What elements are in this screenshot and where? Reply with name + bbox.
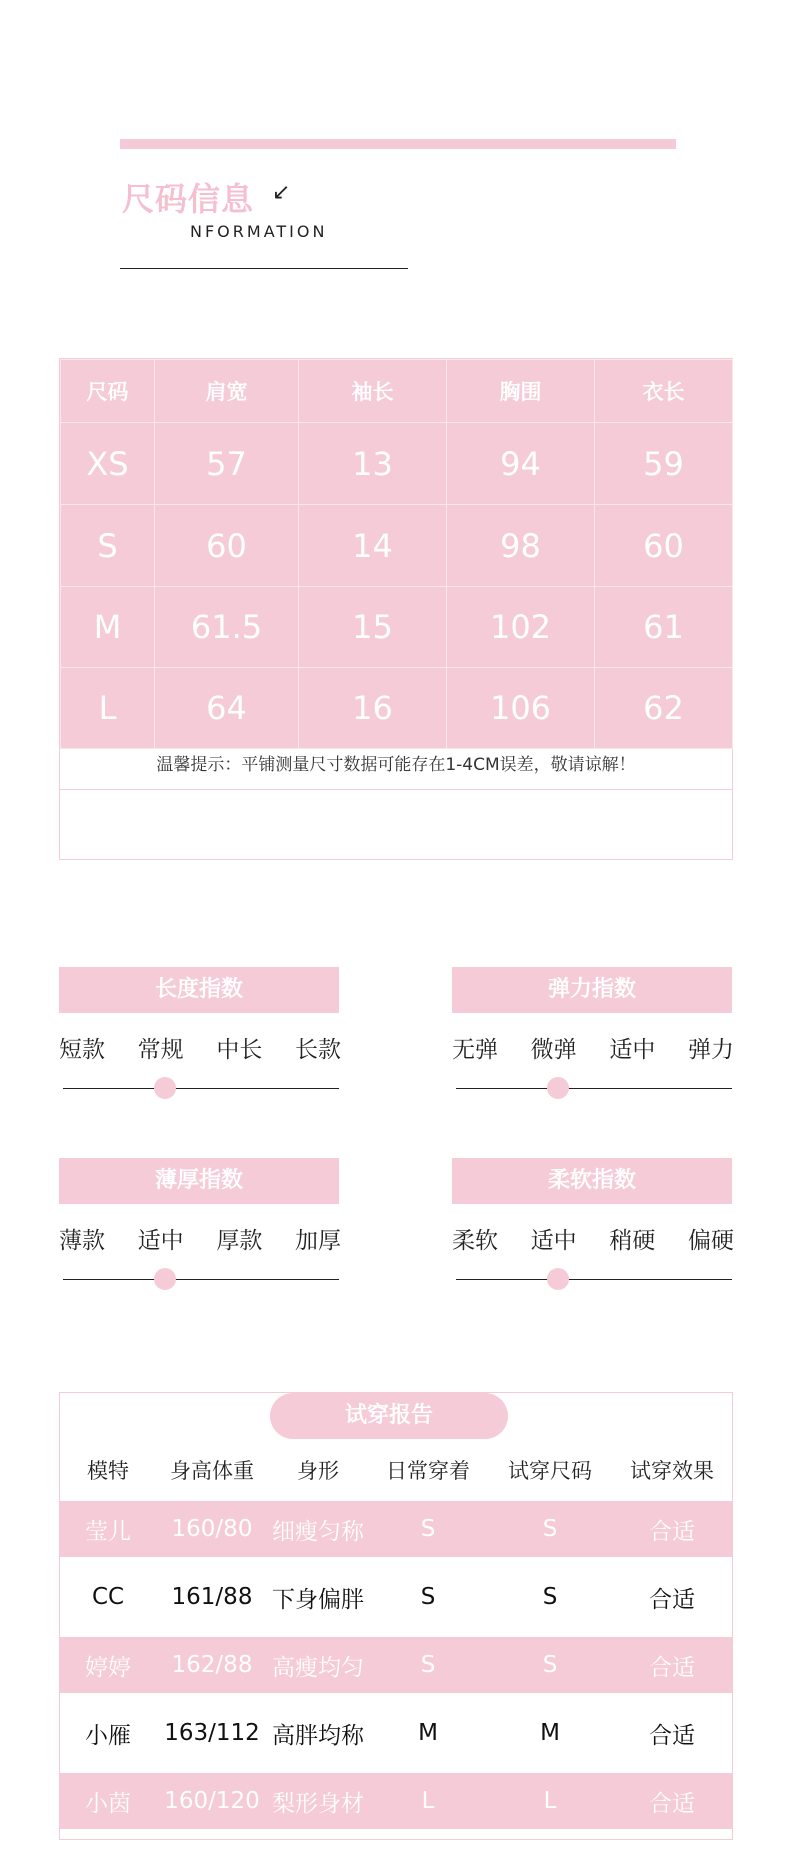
index-slider-track <box>63 1279 339 1280</box>
size-row <box>61 423 733 505</box>
size-cell: 94 <box>447 423 595 505</box>
report-cell: 合适 <box>612 1501 732 1557</box>
size-cell: 64 <box>155 668 299 749</box>
size-header-cell: 肩宽 <box>155 360 299 423</box>
index-options <box>59 1031 341 1064</box>
size-header-cell: 尺码 <box>61 360 155 423</box>
report-cell: S <box>488 1557 612 1637</box>
report-cell: S <box>488 1501 612 1557</box>
report-header-row <box>60 1439 732 1501</box>
index-slider-track <box>456 1088 732 1089</box>
report-cell: S <box>368 1637 488 1693</box>
size-header-cell: 胸围 <box>447 360 595 423</box>
report-header-cell: 试穿尺码 <box>508 1459 592 1483</box>
report-cell: 婷婷 <box>60 1637 156 1693</box>
index-length <box>59 967 341 1089</box>
size-cell: L <box>61 668 155 749</box>
report-table <box>60 1439 732 1829</box>
index-option: 偏硬 <box>687 1228 734 1254</box>
report-cell: M <box>368 1693 488 1773</box>
report-cell: 163/112 <box>156 1693 268 1773</box>
index-slider-dot <box>154 1268 176 1290</box>
size-cell: 61.5 <box>155 587 299 668</box>
index-option: 稍硬 <box>609 1228 656 1254</box>
report-cell: 161/88 <box>156 1557 268 1637</box>
page-title: 尺码信息 <box>122 180 255 218</box>
header-underline <box>120 268 408 269</box>
index-option: 柔软 <box>452 1228 498 1254</box>
index-options <box>59 1222 341 1255</box>
index-title: 柔软指数 <box>452 1158 732 1204</box>
index-option: 中长 <box>216 1037 263 1063</box>
report-header-cell: 身形 <box>297 1459 339 1483</box>
report-row <box>60 1501 732 1557</box>
size-table-header-row <box>61 360 733 423</box>
report-cell: 合适 <box>612 1693 732 1773</box>
arrow-down-left-icon: ↙ <box>272 180 291 205</box>
size-cell: 102 <box>447 587 595 668</box>
index-slider-dot <box>547 1077 569 1099</box>
size-row <box>61 587 733 668</box>
index-options <box>452 1222 734 1255</box>
index-slider-track <box>63 1088 339 1089</box>
report-cell: 梨形身材 <box>268 1773 368 1829</box>
index-option: 无弹 <box>452 1037 498 1063</box>
report-cell: L <box>368 1773 488 1829</box>
index-option: 微弹 <box>530 1037 577 1063</box>
size-tip: 温馨提示：平铺测量尺寸数据可能存在1-4CM误差，敬请谅解！ <box>60 741 732 790</box>
report-cell: 160/120 <box>156 1773 268 1829</box>
report-header-cell: 身高体重 <box>170 1459 254 1483</box>
report-cell: 合适 <box>612 1773 732 1829</box>
size-cell: 59 <box>595 423 733 505</box>
report-cell: L <box>488 1773 612 1829</box>
index-title: 薄厚指数 <box>59 1158 339 1204</box>
size-cell: 98 <box>447 505 595 587</box>
report-row <box>60 1557 732 1637</box>
index-option: 适中 <box>530 1228 577 1254</box>
index-option: 短款 <box>59 1037 105 1063</box>
size-cell: 16 <box>299 668 447 749</box>
index-option: 适中 <box>609 1037 656 1063</box>
header-top-bar <box>120 139 676 149</box>
size-table <box>60 359 733 749</box>
index-title: 长度指数 <box>59 967 339 1013</box>
size-cell: S <box>61 505 155 587</box>
size-header-cell: 衣长 <box>595 360 733 423</box>
index-options <box>452 1031 734 1064</box>
report-cell: 合适 <box>612 1637 732 1693</box>
report-cell: S <box>488 1637 612 1693</box>
index-title: 弹力指数 <box>452 967 732 1013</box>
report-row <box>60 1693 732 1773</box>
report-cell: 高瘦均匀 <box>268 1637 368 1693</box>
report-cell: 162/88 <box>156 1637 268 1693</box>
index-option: 薄款 <box>59 1228 105 1254</box>
report-cell: 小茵 <box>60 1773 156 1829</box>
report-cell: S <box>368 1557 488 1637</box>
report-cell: M <box>488 1693 612 1773</box>
report-cell: 细瘦匀称 <box>268 1501 368 1557</box>
size-cell: 62 <box>595 668 733 749</box>
size-cell: 13 <box>299 423 447 505</box>
index-softness <box>452 1158 734 1280</box>
report-header-cell: 模特 <box>87 1459 129 1483</box>
tryon-report-box <box>59 1392 733 1840</box>
index-slider-dot <box>154 1077 176 1099</box>
size-header-cell: 袖长 <box>299 360 447 423</box>
report-cell: 莹儿 <box>60 1501 156 1557</box>
report-row <box>60 1637 732 1693</box>
size-cell: 61 <box>595 587 733 668</box>
size-cell: 57 <box>155 423 299 505</box>
report-cell: 小雁 <box>60 1693 156 1773</box>
report-header-cell: 试穿效果 <box>630 1459 714 1483</box>
size-cell: 15 <box>299 587 447 668</box>
size-cell: XS <box>61 423 155 505</box>
size-cell: 14 <box>299 505 447 587</box>
report-title: 试穿报告 <box>270 1393 508 1439</box>
size-table-box <box>59 358 733 860</box>
index-option: 弹力 <box>687 1037 734 1063</box>
report-cell: 下身偏胖 <box>268 1557 368 1637</box>
index-option: 厚款 <box>216 1228 263 1254</box>
index-slider-dot <box>547 1268 569 1290</box>
size-row <box>61 505 733 587</box>
size-cell: 60 <box>155 505 299 587</box>
report-cell: 高胖均称 <box>268 1693 368 1773</box>
report-cell: 160/80 <box>156 1501 268 1557</box>
index-option: 常规 <box>137 1037 184 1063</box>
page-subtitle: NFORMATION <box>190 222 328 241</box>
report-header-cell: 日常穿着 <box>386 1459 470 1483</box>
size-row <box>61 668 733 749</box>
size-cell: 60 <box>595 505 733 587</box>
index-elasticity <box>452 967 734 1089</box>
index-option: 加厚 <box>294 1228 341 1254</box>
size-cell: M <box>61 587 155 668</box>
report-cell: CC <box>60 1557 156 1637</box>
report-cell: S <box>368 1501 488 1557</box>
size-cell: 106 <box>447 668 595 749</box>
index-thickness <box>59 1158 341 1280</box>
index-slider-track <box>456 1279 732 1280</box>
index-option: 长款 <box>294 1037 341 1063</box>
report-row <box>60 1773 732 1829</box>
index-option: 适中 <box>137 1228 184 1254</box>
report-cell: 合适 <box>612 1557 732 1637</box>
